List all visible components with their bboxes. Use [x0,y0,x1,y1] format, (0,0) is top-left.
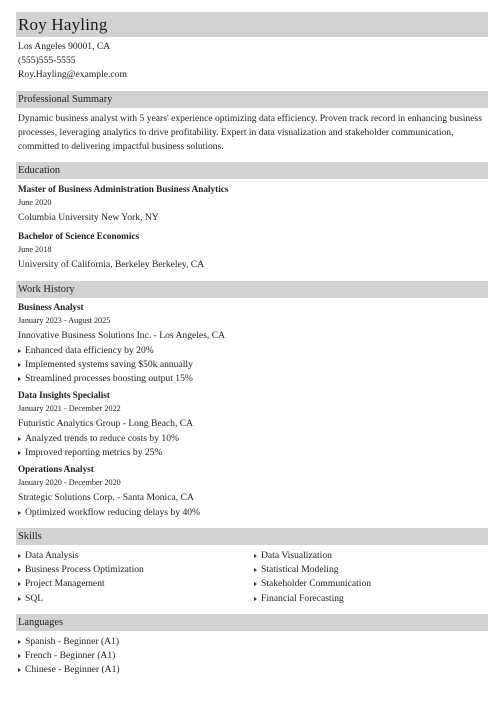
list-item [18,549,254,563]
name-header [16,12,488,37]
bullet-text: Optimized workflow reducing delays by 40% [25,506,201,518]
bullet-icon [18,451,21,455]
list-item [18,635,488,649]
language-text: Spanish - Beginner (A1) [25,635,120,647]
job-title: Data Insights Specialist [18,390,110,401]
list-item [18,577,254,591]
bullet-icon [18,437,21,441]
bullet-icon [18,668,21,672]
list-item [18,372,488,386]
job-title: Business Analyst [18,302,84,313]
skill-text: Data Visualization [261,549,332,561]
list-item [18,358,488,372]
bullet-icon [254,582,257,586]
school-name: Columbia University New York, NY [18,212,159,224]
bullet-icon [18,597,21,601]
job-entry [18,389,488,460]
bullet-icon [254,597,257,601]
bullet-icon [18,654,21,658]
list-item [254,563,484,577]
languages-list [18,635,488,678]
job-bullets [18,432,488,460]
education-section-title: Education [18,165,61,177]
bullet-icon [18,511,21,515]
degree-title: Master of Business Administration Business Analytics [18,184,229,195]
job-entry [18,463,488,520]
bullet-icon [254,554,257,558]
contact-address: Los Angeles 90001, CA [18,41,111,52]
education-section-header [16,162,488,179]
degree-date: June 2018 [18,245,52,255]
summary-section-header [16,91,488,108]
education-entry [18,230,488,273]
skill-text: Financial Forecasting [261,592,344,604]
job-bullets [18,506,488,520]
job-company: Strategic Solutions Corp. - Santa Monica, CA [18,491,194,503]
job-company: Innovative Business Solutions Inc. - Los Angeles, CA [18,329,226,341]
bullet-icon [18,640,21,644]
language-text: Chinese - Beginner (A1) [25,664,120,676]
list-item [18,432,488,446]
bullet-text: Enhanced data efficiency by 20% [25,344,154,356]
bullet-icon [18,568,21,572]
candidate-name: Roy Hayling [18,14,108,34]
list-item [18,592,254,606]
bullet-text: Streamlined processes boosting output 15% [25,373,193,385]
skill-text: Project Management [25,578,105,590]
bullet-text: Improved reporting metrics by 25% [25,447,163,459]
skills-right-column [254,549,484,606]
list-item [254,549,484,563]
summary-section-title: Professional Summary [18,93,113,105]
skill-text: Statistical Modeling [261,564,339,576]
skill-text: Stakeholder Communication [261,578,372,590]
bullet-text: Implemented systems saving $50k annually [25,358,193,370]
summary-text: Dynamic business analyst with 5 years' experience optimizing data efficiency. Proven track record in enhancing business processes, leveraging analytics to drive profitability. Expert in data visualization and stakeholder communication, committed to delivering impactful business solutions. [18,112,482,153]
list-item [254,592,484,606]
bullet-icon [18,582,21,586]
list-item [18,663,488,677]
skill-text: Business Process Optimization [25,564,144,576]
job-bullets [18,344,488,387]
list-item [18,563,254,577]
work-section-title: Work History [18,284,75,296]
bullet-icon [18,349,21,353]
job-dates: January 2020 - December 2020 [18,477,121,487]
job-entry [18,301,488,386]
bullet-text: Analyzed trends to reduce costs by 10% [25,432,179,444]
skills-left-column [18,549,254,606]
job-title: Operations Analyst [18,464,94,475]
job-dates: January 2023 - August 2025 [18,315,111,325]
languages-section-title: Languages [18,616,64,628]
contact-email: Roy.Hayling@example.com [18,69,127,81]
skills-section-title: Skills [18,530,42,542]
bullet-icon [18,363,21,367]
list-item [18,446,488,460]
work-section-header [16,281,488,298]
bullet-icon [18,554,21,558]
contact-phone: (555)555-5555 [18,55,76,67]
degree-date: June 2020 [18,198,52,208]
skills-list [18,549,488,606]
skills-section-header [16,528,488,545]
contact-info [18,40,488,83]
list-item [18,649,488,663]
job-dates: January 2021 - December 2022 [18,403,121,413]
list-item [18,344,488,358]
school-name: University of California, Berkeley Berkeley, CA [18,259,205,271]
skill-text: Data Analysis [25,549,79,561]
degree-title: Bachelor of Science Economics [18,231,140,242]
languages-section-header [16,614,488,631]
language-text: French - Beginner (A1) [25,649,116,661]
bullet-icon [254,568,257,572]
job-company: Futuristic Analytics Group - Long Beach, CA [18,417,194,429]
bullet-icon [18,377,21,381]
list-item [254,577,484,591]
education-entry [18,183,488,226]
list-item [18,506,488,520]
skill-text: SQL [25,592,44,604]
